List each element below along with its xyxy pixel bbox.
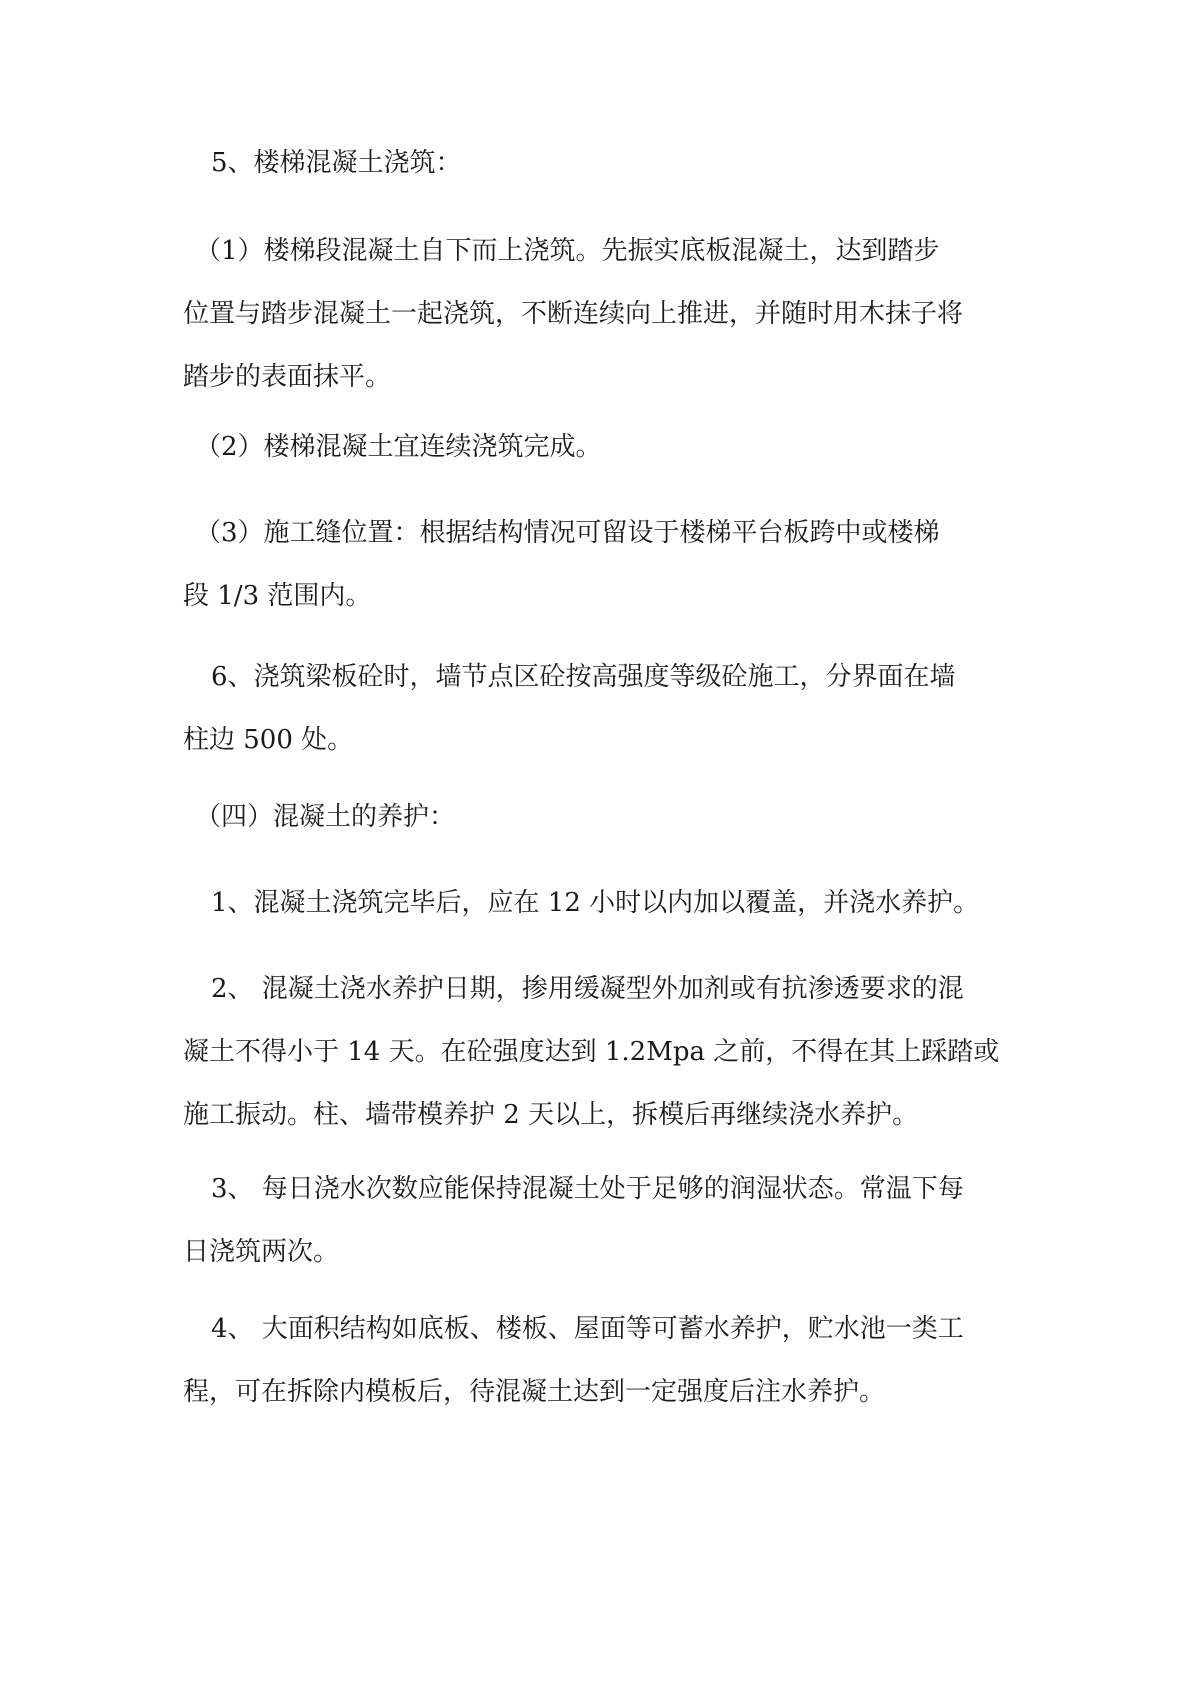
text-line: （3）施工缝位置：根据结构情况可留设于楼梯平台板跨中或楼梯: [195, 518, 940, 548]
paragraph-beam-slab-pouring: [183, 646, 1083, 772]
text-line: 施工振动。柱、墙带模养护 2 天以上，拆模后再继续浇水养护。: [183, 1100, 919, 1130]
text-line: 5、楼梯混凝土浇筑：: [211, 148, 462, 178]
text-line: 程，可在拆除内模板后，待混凝土达到一定强度后注水养护。: [183, 1377, 886, 1407]
paragraph-curing-duration: [183, 958, 1083, 1147]
text-line: 凝土不得小于 14 天。在砼强度达到 1.2Mpa 之前，不得在其上踩踏或: [183, 1037, 1000, 1067]
text-line: 6、浇筑梁板砼时，墙节点区砼按高强度等级砼施工，分界面在墙: [211, 662, 956, 692]
paragraph-stair-continuous-pouring: [183, 416, 1083, 479]
text-line: 2、 混凝土浇水养护日期，掺用缓凝型外加剂或有抗渗透要求的混: [211, 974, 964, 1004]
text-line: 4、 大面积结构如底板、楼板、屋面等可蓄水养护，贮水池一类工: [211, 1314, 964, 1344]
paragraph-construction-joint-position: [183, 502, 1083, 628]
text-line: 柱边 500 处。: [183, 725, 354, 755]
section-heading-concrete-curing: [183, 786, 1083, 849]
paragraph-stair-segment-pouring: [183, 220, 1083, 409]
text-line: 段 1/3 范围内。: [183, 581, 372, 611]
text-line: 3、 每日浇水次数应能保持混凝土处于足够的润湿状态。常温下每: [211, 1174, 964, 1204]
text-line: （1）楼梯段混凝土自下而上浇筑。先振实底板混凝土，达到踏步: [195, 236, 940, 266]
text-line: （2）楼梯混凝土宜连续浇筑完成。: [195, 432, 602, 462]
text-line: 1、混凝土浇筑完毕后，应在 12 小时以内加以覆盖，并浇水养护。: [211, 888, 980, 918]
paragraph-large-area-curing: [183, 1298, 1083, 1424]
paragraph-curing-covering: [183, 872, 1083, 935]
paragraph-watering-frequency: [183, 1158, 1083, 1284]
text-line: 日浇筑两次。: [183, 1237, 340, 1267]
paragraph-stair-pouring-heading: [183, 132, 1083, 195]
text-line: （四）混凝土的养护：: [195, 802, 456, 832]
text-line: 位置与踏步混凝土一起浇筑，不断连续向上推进，并随时用木抹子将: [183, 299, 964, 329]
text-line: 踏步的表面抹平。: [183, 362, 392, 392]
